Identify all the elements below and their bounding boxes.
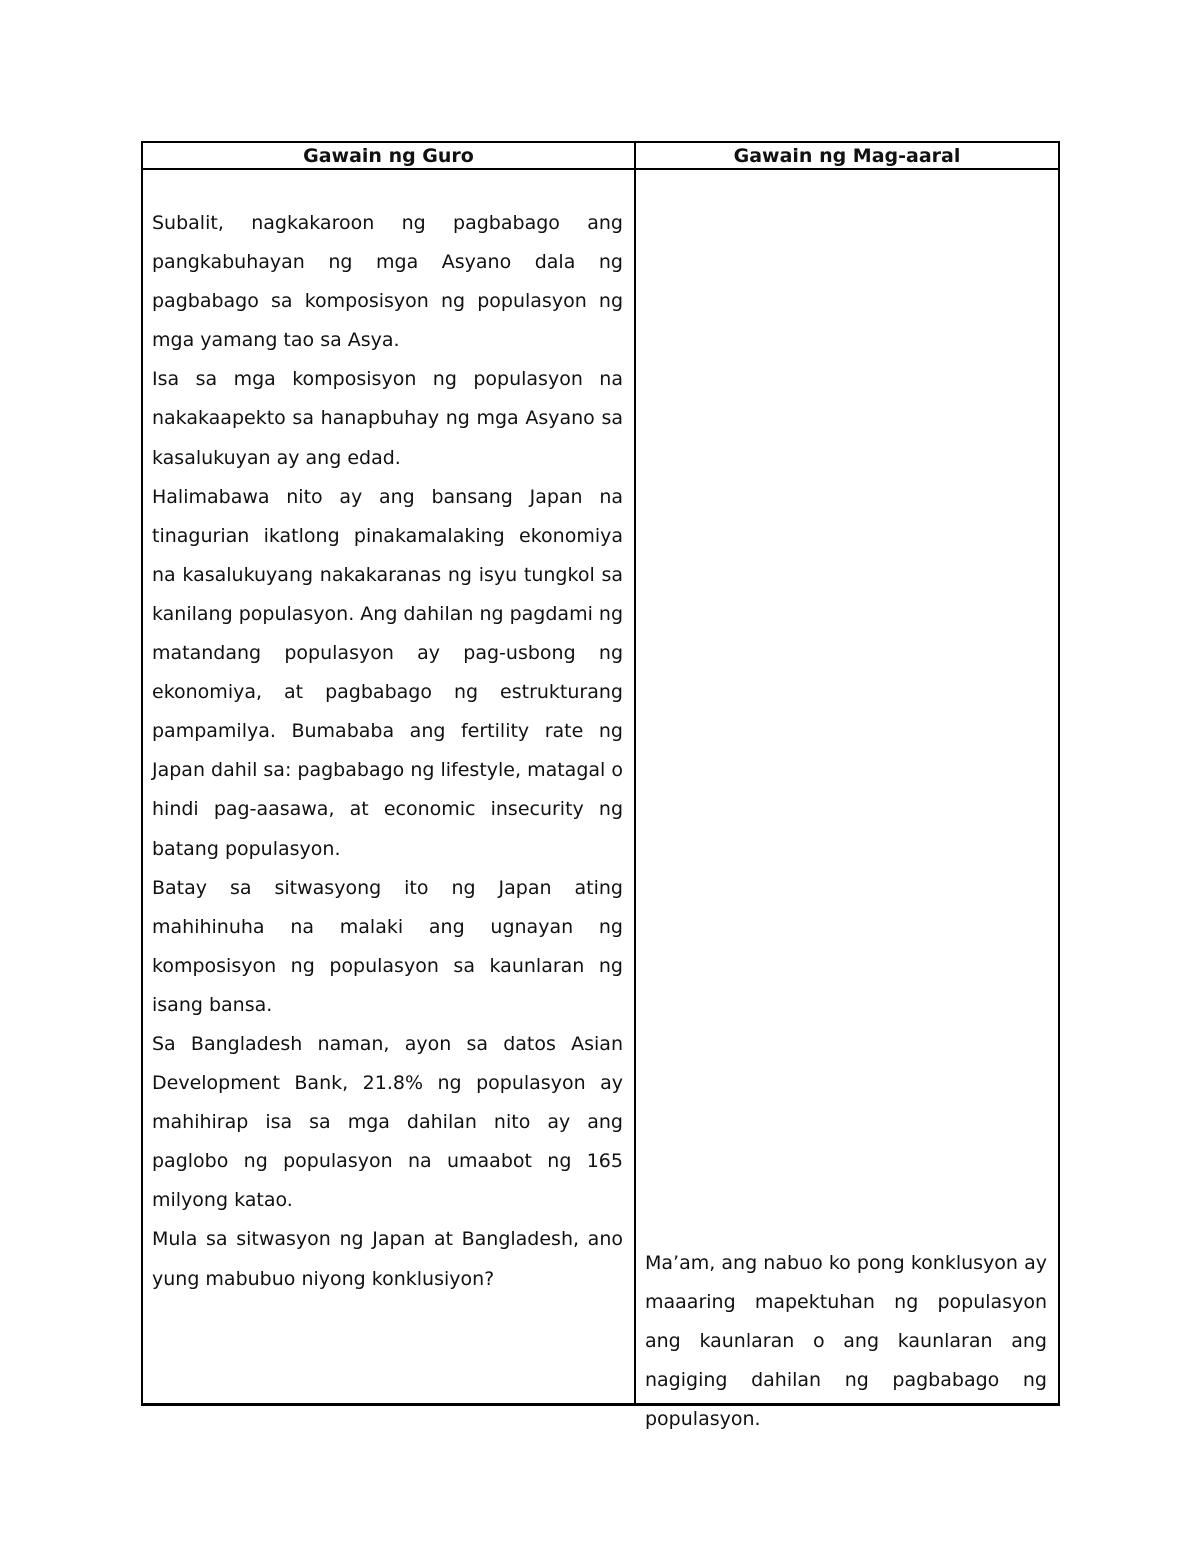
teacher-paragraph: Mula sa sitwasyon ng Japan at Bangladesh, ano yung mabubuo niyong konklusiyon?	[152, 1228, 623, 1290]
lesson-table	[141, 141, 1060, 1431]
teacher-activity-text	[152, 204, 623, 1299]
student-response-text: Ma’am, ang nabuo ko pong konklusyon ay maaaring mapektuhan ng populasyon ang kaunlaran o ang kaunlaran ang nagiging dahilan ng pagbabago ng populasyon.	[645, 1252, 1047, 1431]
student-activity-cell	[636, 170, 1058, 1431]
header-teacher-activity: Gawain ng Guro	[143, 143, 636, 170]
teacher-activity-cell	[143, 170, 636, 1403]
teacher-paragraph: Subalit, nagkakaroon ng pagbabago ang pangkabuhayan ng mga Asyano dala ng pagbabago sa komposisyon ng populasyon ng mga yamang tao sa Asya.	[152, 212, 623, 352]
teacher-paragraph: Sa Bangladesh naman, ayon sa datos Asian Development Bank, 21.8% ng populasyon ay mahihirap isa sa mga dahilan nito ay ang paglobo ng populasyon na umaabot ng 165 milyong katao.	[152, 1032, 623, 1212]
header-student-activity: Gawain ng Mag-aaral	[636, 143, 1058, 170]
teacher-paragraph: Halimabawa nito ay ang bansang Japan na tinagurian ikatlong pinakamalaking ekonomiya na kasalukuyang nakakaranas ng isyu tungkol sa kanilang populasyon. Ang dahilan ng pagdami ng matandang populasyon ay pag-usbong ng ekonomiya, at pagbabago ng estrukturang pampamilya. Bumababa ang fertility rate ng Japan dahil sa: pagbabago ng lifestyle, matagal o hindi pag-aasawa, at economic insecurity ng batang populasyon.	[152, 485, 624, 860]
teacher-paragraph: Batay sa sitwasyong ito ng Japan ating mahihinuha na malaki ang ugnayan ng komposisyon ng populasyon sa kaunlaran ng isang bansa.	[152, 876, 623, 1016]
teacher-paragraph: Isa sa mga komposisyon ng populasyon na nakakaapekto sa hanapbuhay ng mga Asyano sa kasalukuyan ay ang edad.	[152, 368, 623, 469]
